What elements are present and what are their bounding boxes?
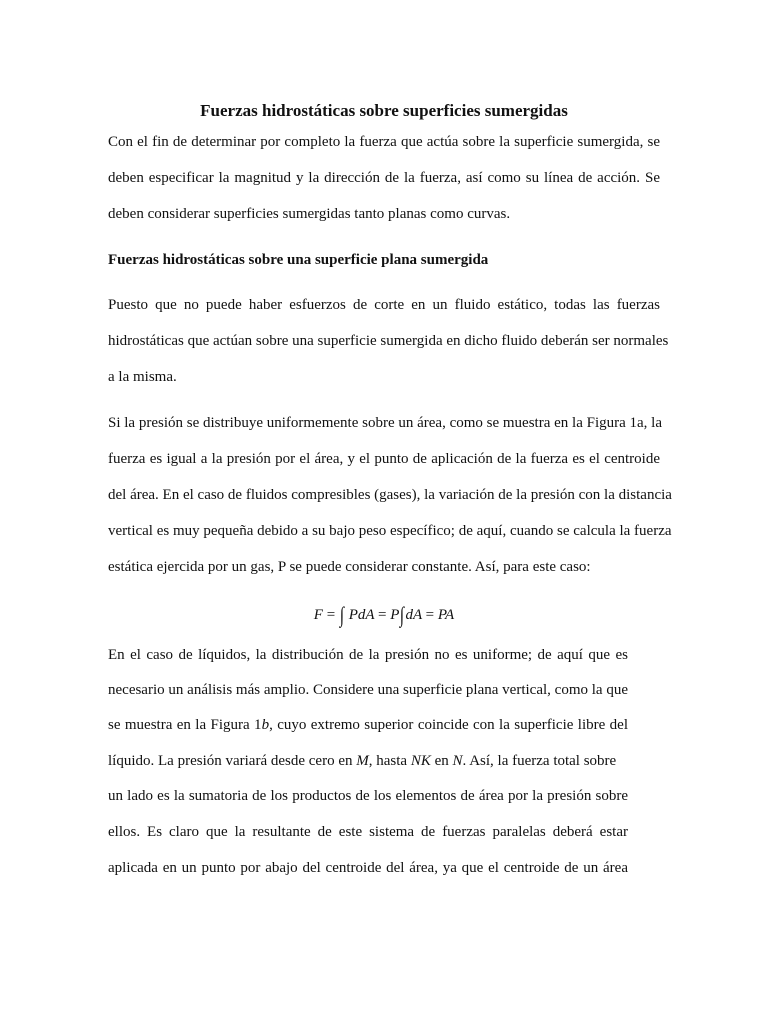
paragraph3-line-4: vertical es muy pequeña debido a su bajo peso específico; de aquí, cuando se calcula la fuerza bbox=[108, 523, 672, 539]
formula-eq-1: = bbox=[326, 607, 336, 623]
paragraph4-line-2: necesario un análisis más amplio. Considere una superficie plana vertical, como la que bbox=[108, 682, 628, 698]
p4-l4-n: N bbox=[452, 753, 463, 769]
formula-eq-3: = bbox=[425, 607, 435, 623]
p4-l4-m: M bbox=[356, 753, 369, 769]
formula-eq-2: = bbox=[378, 607, 387, 623]
formula-term-2: dA bbox=[405, 607, 422, 623]
p4-l3-b: b bbox=[261, 717, 270, 733]
paragraph3-line-3: del área. En el caso de fluidos compresibles (gases), la variación de la presión con la distancia bbox=[108, 487, 672, 503]
intro-line-3: deben considerar superficies sumergidas tanto planas como curvas. bbox=[108, 206, 511, 222]
p4-l4-d: . Así, la fuerza total sobre bbox=[462, 753, 617, 769]
paragraph3-line-2: fuerza es igual a la presión por el área, y el punto de aplicación de la fuerza es el centroide bbox=[108, 451, 660, 467]
p4-l4-c: en bbox=[430, 753, 453, 769]
paragraph4-line-4 bbox=[108, 751, 628, 771]
p4-l3-a: se muestra en la Figura 1 bbox=[108, 717, 262, 733]
paragraph3-line-5: estática ejercida por un gas, P se puede considerar constante. Así, para este caso: bbox=[108, 559, 591, 575]
p4-l4-b: , hasta bbox=[368, 753, 411, 769]
paragraph2-line-1: Puesto que no puede haber esfuerzos de corte en un fluido estático, todas las fuerzas bbox=[108, 297, 660, 313]
formula-term-1: PdA bbox=[348, 607, 375, 623]
force-formula bbox=[0, 602, 768, 628]
paragraph4-line-1: En el caso de líquidos, la distribución de la presión no es uniforme; de aquí que es bbox=[108, 647, 628, 663]
formula-p: P bbox=[390, 607, 400, 623]
document-title: Fuerzas hidrostáticas sobre superficies sumergidas bbox=[200, 101, 568, 120]
intro-line-2: deben especificar la magnitud y la dirección de la fuerza, así como su línea de acción. Se bbox=[108, 170, 660, 186]
formula-rhs: PA bbox=[437, 607, 455, 623]
intro-line-1: Con el fin de determinar por completo la fuerza que actúa sobre la superficie sumergida, se bbox=[108, 134, 660, 150]
section-heading: Fuerzas hidrostáticas sobre una superficie plana sumergida bbox=[108, 252, 489, 268]
paragraph2-line-3: a la misma. bbox=[108, 369, 177, 385]
paragraph4-line-5: un lado es la sumatoria de los productos de los elementos de área por la presión sobre bbox=[108, 788, 628, 804]
p4-l3-c: , cuyo extremo superior coincide con la superficie libre del bbox=[269, 717, 628, 733]
paragraph3-line-1: Si la presión se distribuye uniformemente sobre un área, como se muestra en la Figura 1a, la bbox=[108, 415, 663, 431]
paragraph4-line-6: ellos. Es claro que la resultante de este sistema de fuerzas paralelas deberá estar bbox=[108, 824, 628, 840]
p4-l4-nk: NK bbox=[410, 753, 431, 769]
formula-lhs: F bbox=[313, 607, 323, 623]
integral-symbol-2: ∫ bbox=[400, 602, 405, 627]
integral-symbol: ∫ bbox=[339, 602, 345, 627]
paragraph4-line-3 bbox=[108, 715, 628, 735]
paragraph2-line-2: hidrostáticas que actúan sobre una superficie sumergida en dicho fluido deberán ser normales bbox=[108, 333, 669, 349]
p4-l4-a: líquido. La presión variará desde cero en bbox=[108, 753, 357, 769]
paragraph4-line-7: aplicada en un punto por abajo del centroide del área, ya que el centroide de un área bbox=[108, 860, 628, 876]
